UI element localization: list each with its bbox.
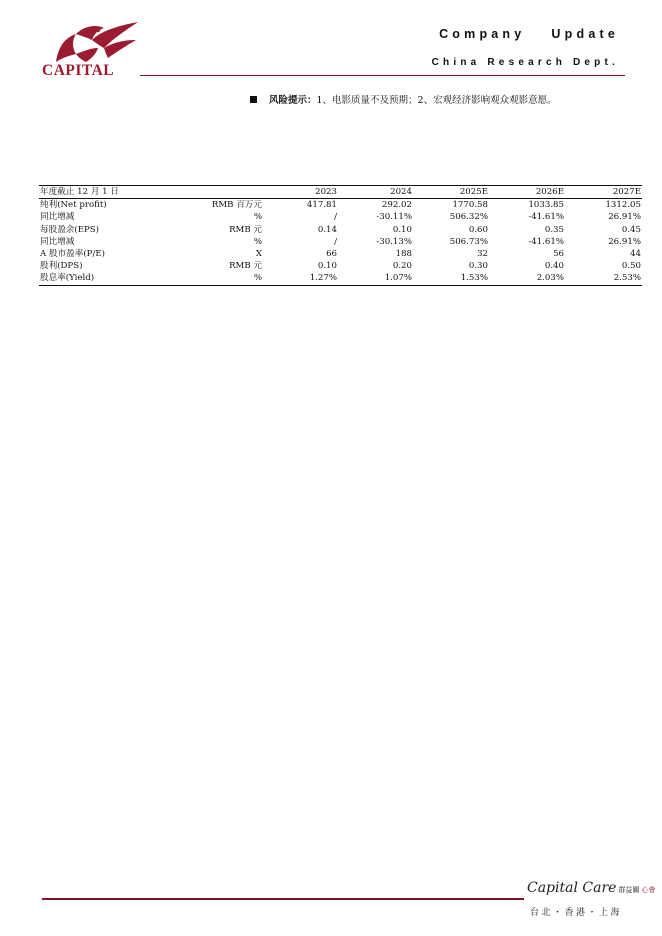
row-unit-cell: RMB 元: [229, 261, 262, 272]
row-value-cell: 0.14: [317, 224, 337, 235]
square-bullet-icon: [250, 96, 257, 103]
row-value-cell: /: [334, 236, 337, 247]
table-row: [39, 211, 642, 223]
row-label-cell: 同比增减: [40, 236, 75, 247]
row-value-cell: 0.30: [468, 261, 488, 272]
department-name: China Research Dept.: [431, 57, 619, 68]
capital-logo: [42, 18, 144, 80]
footer-cities: 台北・香港・上海: [530, 908, 623, 918]
row-unit-cell: RMB 百万元: [211, 200, 262, 211]
row-value-cell: 292.02: [381, 200, 412, 211]
footer-divider: [42, 898, 524, 900]
eagle-logo-icon: [42, 18, 144, 64]
row-value-cell: 1.53%: [413, 272, 489, 285]
footer-brand-cn: 群益關: [618, 886, 640, 894]
row-label-cell: 同比增减: [40, 212, 75, 223]
row-value-cell: 506.73%: [449, 236, 488, 247]
financial-summary-table: [39, 185, 642, 286]
row-value-cell: 0.50: [621, 261, 641, 272]
row-value-cell: /: [334, 212, 337, 223]
header-unit-cell: [159, 186, 263, 199]
row-value-cell: -30.13%: [376, 236, 412, 247]
row-value-cell: 56: [553, 249, 564, 260]
header-year-cell: 2026E: [489, 186, 565, 199]
row-value-cell: 44: [630, 249, 641, 260]
row-value-cell: 1770.58: [452, 200, 488, 211]
header-year-cell: 2025E: [413, 186, 489, 199]
header-divider: [140, 75, 625, 76]
row-label-cell: 每股盈余(EPS): [40, 224, 100, 235]
header-year-cell: 2027E: [565, 186, 642, 199]
row-value-cell: 2.53%: [565, 272, 642, 285]
row-value-cell: 1312.05: [605, 200, 641, 211]
logo-wordmark: CAPITAL: [42, 62, 115, 79]
row-value-cell: 0.35: [544, 224, 564, 235]
header-year-cell: 2023: [263, 186, 338, 199]
row-value-cell: 1.07%: [338, 272, 413, 285]
row-value-cell: 0.40: [544, 261, 564, 272]
row-unit-cell: %: [253, 236, 262, 247]
row-value-cell: 1033.85: [528, 200, 564, 211]
row-value-cell: 0.45: [621, 224, 641, 235]
row-value-cell: 417.81: [306, 200, 337, 211]
row-label-cell: A 股市盈率(P/E): [40, 249, 105, 260]
row-value-cell: 0.60: [468, 224, 488, 235]
row-label-cell: 股息率(Yield): [39, 272, 159, 285]
row-unit-cell: RMB 元: [229, 224, 262, 235]
row-value-cell: -41.61%: [528, 236, 564, 247]
row-unit-cell: %: [253, 212, 262, 223]
row-value-cell: 32: [477, 249, 488, 260]
table-row: [39, 224, 642, 236]
row-value-cell: 0.10: [392, 224, 412, 235]
row-value-cell: 66: [326, 249, 337, 260]
table-row: [39, 199, 642, 212]
table-header-row: [39, 186, 642, 199]
footer-brand-cn-accent: 心會: [641, 886, 656, 894]
row-value-cell: 0.20: [392, 261, 412, 272]
row-value-cell: 26.91%: [608, 212, 641, 223]
title-update: Update: [551, 27, 619, 41]
table-row: [39, 272, 642, 285]
row-label-cell: 股利(DPS): [40, 261, 83, 272]
risk-label: 风险提示：: [269, 95, 317, 106]
table-row: [39, 248, 642, 260]
footer-brand-text: Capital Care: [527, 880, 617, 896]
row-value-cell: 26.91%: [608, 236, 641, 247]
risk-text: 1、电影质量不及预期；2、宏观经济影响观众观影意愿。: [316, 95, 557, 106]
title-company: Company: [439, 27, 526, 41]
row-label-cell: 纯利(Net profit): [40, 200, 107, 211]
row-value-cell: 0.10: [317, 261, 337, 272]
row-value-cell: -30.11%: [376, 212, 412, 223]
footer-brand: [527, 880, 655, 896]
table-row: [39, 236, 642, 248]
row-value-cell: 506.32%: [449, 212, 488, 223]
row-value-cell: 2.03%: [489, 272, 565, 285]
header-year-cell: 2024: [338, 186, 413, 199]
table-row: [39, 260, 642, 272]
row-value-cell: -41.61%: [528, 212, 564, 223]
row-value-cell: 188: [395, 249, 412, 260]
risk-note: [250, 92, 557, 106]
row-value-cell: 1.27%: [263, 272, 338, 285]
row-unit-cell: %: [159, 272, 263, 285]
report-type-title: [439, 27, 619, 41]
row-unit-cell: X: [255, 249, 262, 260]
header-label-cell: 年度截止 12 月 1 日: [39, 186, 159, 199]
